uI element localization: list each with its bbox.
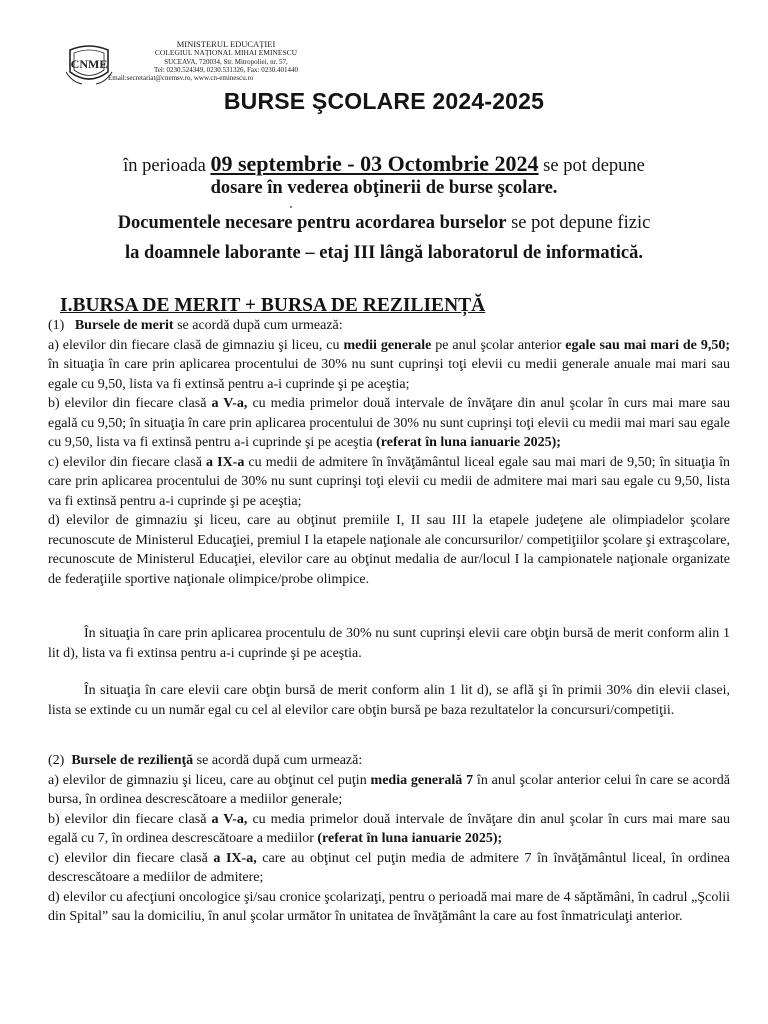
page-title: BURSE ŞCOLARE 2024-2025 [223, 88, 545, 114]
intro-period-dates: 09 septembrie - 03 Octombrie 2024 [210, 151, 539, 176]
bold-text: egale sau mai mari de 9,50; [565, 337, 730, 353]
school-phone: Tel: 0230.524349, 0230.531326, Fax: 0230.401440 [154, 65, 298, 74]
school-address: SUCEAVA, 720034, Str. Mitropoliei, nr. 57, [164, 57, 288, 66]
intro-period [0, 151, 768, 177]
merit-note-2-text: În situaţia în care elevii care obţin bursă de merit conform alin 1 lit d), se află şi în primii 30% din elevii clasei, lista se extinde cu un număr egal cu cel al elevilor care obţin bursă pe baza rezultatelor la concursuri/competiţii. [48, 683, 730, 718]
merit-heading-bold: Bursele de merit [74, 318, 174, 333]
text: b) elevilor din fiecare clasă [48, 811, 212, 827]
text: b) elevilor din fiecare clasă [48, 396, 212, 411]
resilience-item-b [48, 810, 730, 849]
svg-text:CNME: CNME [70, 57, 108, 71]
resilience-heading-rest: se acordă după cum urmează: [193, 753, 363, 768]
text: pe anul şcolar anterior [431, 337, 566, 353]
resilience-item-c [48, 849, 730, 888]
merit-item-b [48, 394, 730, 453]
text: care au obţinut cel puţin media de admitere 7 în învăţământul liceal, în ordinea descrescătoare a mediilor de admitere; [48, 850, 730, 885]
merit-number: (1) [48, 318, 65, 333]
text: a) elevilor din fiecare clasă de gimnaziu şi liceu, cu [48, 337, 344, 353]
intro-documents [0, 213, 768, 234]
merit-heading-rest: se acordă după cum urmează: [173, 318, 343, 333]
bold-text: (referat în luna ianuarie 2025); [317, 831, 503, 846]
text: în situaţia în care prin aplicarea procentului de 30% nu sunt cuprinşi toţi elevii cu medii generale anuale mai mari sau egale cu 9,50, lista va fi extinsă pentru a-i cuprinde şi pe aceştia; [48, 357, 730, 392]
intro-documents-bold: Documentele necesare pentru acordarea burselor [117, 213, 507, 233]
merit-note-1 [48, 624, 730, 663]
resilience-heading-bold: Bursele de rezilienţă [71, 753, 194, 768]
resilience-heading [48, 751, 730, 771]
text: cu media primelor două intervale de învăţare din anul şcolar în curs mai mare sau egală cu 7, în ordinea descrescătoare a mediilor [48, 811, 731, 846]
merit-heading [48, 316, 730, 336]
resilience-block [48, 751, 730, 927]
merit-block [48, 316, 730, 589]
institution-details [108, 39, 336, 82]
bold-text: medii generale [343, 337, 432, 353]
merit-note-1-text: În situaţia în care prin aplicarea procentulu de 30% nu sunt cuprinşi elevii care obţin bursă de merit conform alin 1 lit d), lista va fi extinsa pentru a-i cuprinde şi pe aceştia. [48, 626, 730, 661]
merit-item-c [48, 453, 730, 512]
stray-dot [290, 206, 292, 208]
ministry-name: MINISTERUL EDUCAȚIEI [176, 39, 276, 49]
school-crest-logo-icon [64, 42, 114, 86]
school-email: Email:secretariat@cnemsv.ro, www.cn-eminescu.ro [108, 73, 254, 82]
merit-note-2 [48, 681, 730, 720]
intro-dossiers: dosare în vederea obţinerii de burse şcolare. [210, 178, 558, 198]
merit-item-d: d) elevilor de gimnaziu şi liceu, care au obţinut premiile I, II sau III la etapele judeţene ale olimpiadelor şcolare recunoscute de Ministerul Educaţiei, premiul I la etapele naţionale ale concursurilor/ competiţiilor şcolare şi extraşcolare, recunoscute de Ministerul Educaţiei, elevilor care au obţinut medalia de aur/locul I la campionatele naţionale organizate de federaţiile sportive naţionale olimpice/probe olimpice. [48, 513, 730, 587]
merit-item-a [48, 336, 730, 395]
text: c) elevilor din fiecare clasă [48, 454, 207, 470]
intro-period-suffix: se pot depune [538, 156, 645, 176]
bold-text: (referat în luna ianuarie 2025); [376, 435, 561, 450]
text: c) elevilor din fiecare clasă [48, 850, 214, 866]
text: cu medii de admitere în învăţământul liceal egale sau mai mari de 9,50; în situaţia în care prin aplicarea procentului de 30% nu sunt cuprinşi toţi elevii cu medii de admitere mai mari sau egale cu 9,50, lista va fi extinsă pentru a-i cuprinde şi pe aceştia; [48, 454, 730, 509]
bold-text: a IX-a, [213, 850, 257, 866]
resilience-number: (2) [48, 753, 65, 768]
bold-text: a V-a, [211, 811, 248, 827]
bold-text: a V-a, [211, 396, 248, 411]
bold-text: media generală 7 [370, 772, 474, 788]
resilience-item-d: d) elevilor cu afecţiuni oncologice şi/sau cronice şcolarizaţi, pentru o perioadă mai mare de 4 săptămâni, în cadrul „Şcolii din Spital” sau la domiciliu, în anul şcolar următor în unitatea de învăţământ la care au fost înmatriculaţi anterior. [48, 889, 730, 924]
school-name: COLEGIUL NAȚIONAL MIHAI EMINESCU [154, 48, 298, 57]
intro-location: la doamnele laborante – etaj III lângă laboratorul de informatică. [125, 243, 643, 263]
text: cu media primelor două intervale de învăţare din anul şcolar în curs mai mare sau egală cu 9,50; în situaţia în care prin aplicarea procentului de 30% nu sunt cuprinşi toţi elevii cu medii mai mari sau egale cu 9,50, lista va fi extinsă pentru a-i cuprinde şi pe aceştia [48, 396, 731, 450]
resilience-item-a [48, 771, 730, 810]
section-title: I.BURSA DE MERIT + BURSA DE REZILIENȚĂ [60, 295, 486, 316]
text: a) elevilor de gimnaziu şi liceu, care au obţinut cel puţin [48, 772, 371, 788]
intro-period-prefix: în perioada [123, 156, 211, 176]
text: în anul şcolar anterior celui în care se acordă bursa, în ordinea descrescătoare a mediilor generale; [48, 772, 730, 807]
bold-text: a IX-a [206, 454, 245, 470]
intro-documents-rest: se pot depune fizic [506, 213, 651, 233]
